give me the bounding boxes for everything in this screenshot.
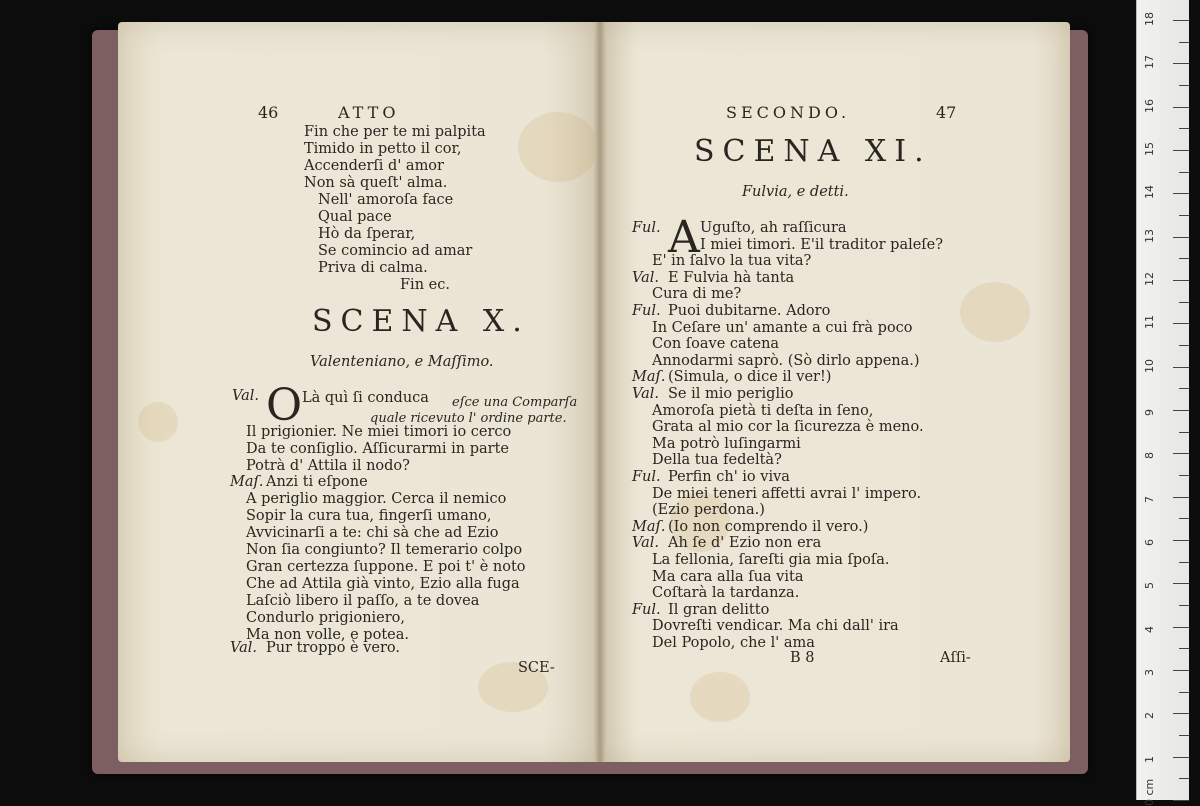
speaker-label: Val. bbox=[632, 386, 660, 402]
page-number: 46 bbox=[258, 103, 279, 122]
ruler-tick bbox=[1173, 627, 1189, 628]
ruler-tick bbox=[1179, 302, 1189, 303]
dialogue-line: La fellonia, ſareſti gia mia ſpoſa. bbox=[652, 552, 890, 568]
ruler-tick bbox=[1179, 42, 1189, 43]
character-list: Fulvia, e detti. bbox=[742, 184, 849, 200]
drop-cap: O bbox=[266, 380, 303, 431]
dialogue-line: (Io non comprendo il vero.) bbox=[668, 518, 869, 535]
ruler-number: 11 bbox=[1143, 315, 1156, 330]
stage-direction: eſce una Comparſa bbox=[452, 395, 578, 410]
speaker-label: Ful. bbox=[632, 303, 661, 319]
ruler-tick bbox=[1179, 85, 1189, 86]
dialogue-line: De miei teneri affetti avrai l' impero. bbox=[652, 485, 922, 502]
stage-direction: quale ricevuto l' ordine parte. bbox=[370, 411, 567, 426]
scene-title: SCENA X. bbox=[312, 304, 530, 339]
ruler-tick bbox=[1173, 670, 1189, 671]
speaker-label: Ful. bbox=[632, 601, 661, 618]
book-gutter bbox=[594, 22, 606, 762]
dialogue-line: Da te conſiglio. Aſſicurarmi in parte bbox=[246, 441, 509, 457]
drop-cap: A bbox=[668, 212, 700, 263]
ruler-tick bbox=[1173, 757, 1189, 758]
dialogue-line: Là quì ſi conduca bbox=[302, 390, 429, 406]
running-head: SECONDO. bbox=[726, 103, 851, 122]
dialogue-line: Che ad Attila già vinto, Ezio alla fuga bbox=[246, 576, 520, 592]
ruler-number: 9 bbox=[1143, 409, 1156, 416]
dialogue-line: Ma potrò luſingarmi bbox=[652, 435, 801, 452]
catchword: SCE- bbox=[518, 660, 555, 676]
verse-line: Nell' amoroſa face bbox=[318, 192, 454, 208]
character-list: Valenteniano, e Maſſimo. bbox=[310, 354, 494, 370]
dialogue-line: Con ſoave catena bbox=[652, 336, 780, 353]
dialogue-line: A periglio maggior. Cerca il nemico bbox=[246, 491, 507, 507]
speaker-label: Val. bbox=[232, 388, 260, 404]
ruler-tick bbox=[1173, 237, 1189, 238]
ruler-number: 2 bbox=[1143, 712, 1156, 720]
ruler-tick bbox=[1179, 648, 1189, 649]
dialogue-line: Ah ſe d' Ezio non era bbox=[668, 535, 822, 552]
ruler-tick bbox=[1173, 540, 1189, 541]
ruler-tick bbox=[1179, 345, 1189, 346]
speaker-label: Maſ. bbox=[230, 474, 264, 490]
ruler-tick bbox=[1179, 388, 1189, 389]
dialogue-line: Della tua fedeltà? bbox=[652, 452, 782, 469]
ruler-number: 6 bbox=[1143, 539, 1156, 546]
running-head: ATTO bbox=[338, 103, 400, 122]
ruler-number: 14 bbox=[1143, 185, 1156, 200]
ruler-number: 13 bbox=[1143, 228, 1156, 243]
ruler-tick bbox=[1179, 778, 1189, 779]
ruler-number: 17 bbox=[1143, 55, 1156, 70]
speaker-label: Val. bbox=[632, 535, 660, 552]
verse-line: Priva di calma. bbox=[318, 260, 428, 276]
ruler-number: 16 bbox=[1143, 98, 1156, 113]
ruler-number: 18 bbox=[1143, 12, 1156, 26]
ruler-tick bbox=[1179, 605, 1189, 606]
ruler-tick bbox=[1173, 20, 1189, 21]
speaker-label: Ful. bbox=[632, 220, 661, 236]
dialogue-line: I miei timori. E'il traditor paleſe? bbox=[700, 236, 944, 253]
verse-line: Fin che per te mi palpita bbox=[304, 124, 486, 140]
foxing-stain bbox=[138, 402, 178, 442]
speaker-label: Maſ. bbox=[632, 518, 666, 535]
dialogue-line: Annodarmi saprò. (Sò dirlo appena.) bbox=[652, 352, 920, 369]
catchword: Aſſi- bbox=[940, 650, 971, 666]
signature-mark: B 8 bbox=[790, 650, 815, 666]
speaker-label: Ful. bbox=[632, 469, 661, 485]
dialogue-line: Il gran delitto bbox=[668, 601, 770, 618]
ruler-tick bbox=[1173, 800, 1189, 801]
ruler-number: 3 bbox=[1143, 669, 1156, 676]
ruler-tick bbox=[1179, 562, 1189, 563]
ruler-tick bbox=[1179, 432, 1189, 433]
dialogue-line: Uguſto, ah raſſicura bbox=[700, 220, 847, 236]
ruler-tick bbox=[1173, 367, 1189, 368]
dialogue-line: Puoi dubitarne. Adoro bbox=[668, 303, 831, 319]
dialogue-line: Non ſia congiunto? Il temerario colpo bbox=[246, 542, 523, 558]
ruler-tick bbox=[1173, 150, 1189, 151]
dialogue-line: Potrà d' Attila il nodo? bbox=[246, 458, 410, 474]
ruler-tick bbox=[1173, 410, 1189, 411]
page-number: 47 bbox=[936, 103, 957, 122]
dialogue-line: Condurlo prigioniero, bbox=[246, 610, 406, 626]
ruler-tick bbox=[1173, 193, 1189, 194]
dialogue-line: (Simula, o dice il ver!) bbox=[668, 369, 832, 386]
ruler-tick bbox=[1179, 735, 1189, 736]
dialogue-line: Sopir la cura tua, fingerſi umano, bbox=[246, 508, 492, 524]
ruler-tick bbox=[1179, 475, 1189, 476]
verse-line: Non sà queſt' alma. bbox=[304, 175, 448, 191]
ruler-number: 5 bbox=[1143, 582, 1156, 590]
aria-end: Fin ec. bbox=[400, 277, 450, 293]
dialogue-line: Amoroſa pietà ti deſta in ſeno, bbox=[652, 402, 874, 419]
ruler-number: 8 bbox=[1143, 452, 1156, 460]
speaker-label: Val. bbox=[632, 269, 660, 286]
ruler-tick bbox=[1179, 128, 1189, 129]
dialogue-line: Perfin ch' io viva bbox=[668, 469, 790, 485]
verse-line: Hò da ſperar, bbox=[318, 226, 416, 242]
ruler-tick bbox=[1173, 497, 1189, 498]
verse-line: Accenderſi d' amor bbox=[304, 158, 444, 174]
ruler-number: 4 bbox=[1143, 625, 1156, 633]
dialogue-line: Cura di me? bbox=[652, 286, 742, 303]
measuring-ruler bbox=[1136, 0, 1189, 806]
dialogue-line: Grata al mio cor la ſicurezza è meno. bbox=[652, 419, 924, 436]
ruler-tick bbox=[1173, 583, 1189, 584]
ruler-tick bbox=[1173, 107, 1189, 108]
ruler-tick bbox=[1173, 63, 1189, 64]
dialogue-line: Laſciò libero il paſſo, a te dovea bbox=[246, 593, 480, 609]
dialogue-line: Anzi ti eſpone bbox=[266, 474, 368, 490]
dialogue-line: Se il mio periglio bbox=[668, 386, 794, 402]
ruler-number: 0 cm bbox=[1143, 778, 1156, 806]
dialogue-line: Ma cara alla ſua vita bbox=[652, 568, 804, 585]
ruler-number: 1 bbox=[1143, 755, 1156, 763]
speaker-label: Maſ. bbox=[632, 369, 666, 386]
ruler-tick bbox=[1173, 280, 1189, 281]
verse-line: Timido in petto il cor, bbox=[304, 141, 462, 157]
ruler-tick bbox=[1173, 323, 1189, 324]
ruler-tick bbox=[1179, 258, 1189, 259]
dialogue-line: E' in ſalvo la tua vita? bbox=[652, 253, 812, 270]
dialogue-line: Avvicinarſi a te: chi sà che ad Ezio bbox=[246, 525, 499, 541]
ruler-number: 10 bbox=[1143, 358, 1156, 373]
ruler-tick bbox=[1179, 215, 1189, 216]
ruler-tick bbox=[1179, 172, 1189, 173]
verse-line: Se comincio ad amar bbox=[318, 243, 473, 259]
ruler-tick bbox=[1179, 518, 1189, 519]
ruler-number: 7 bbox=[1143, 495, 1156, 503]
dialogue-line: (Ezio perdona.) bbox=[652, 502, 765, 519]
foxing-stain bbox=[690, 672, 750, 722]
dialogue-line: E Fulvia hà tanta bbox=[668, 269, 795, 286]
speaker-label: Val. bbox=[230, 640, 258, 656]
ruler-tick bbox=[1173, 713, 1189, 714]
dialogue-line: In Ceſare un' amante a cui frà poco bbox=[652, 319, 913, 336]
dialogue-line: Coſtarà la tardanza. bbox=[652, 585, 800, 602]
dialogue-line: Il prigionier. Ne miei timori io cerco bbox=[246, 424, 512, 440]
ruler-number: 12 bbox=[1143, 272, 1156, 286]
dialogue-line: Del Popolo, che l' ama bbox=[652, 635, 815, 651]
ruler-tick bbox=[1179, 692, 1189, 693]
scene-title: SCENA XI. bbox=[694, 134, 932, 169]
foxing-stain bbox=[960, 282, 1030, 342]
dialogue-line: Pur troppo è vero. bbox=[266, 640, 401, 656]
dialogue-line: Dovreſti vendicar. Ma chi dall' ira bbox=[652, 618, 899, 635]
dialogue-line: Ma non volle, e potea. bbox=[246, 627, 409, 643]
ruler-number: 15 bbox=[1143, 142, 1156, 156]
ruler-tick bbox=[1173, 453, 1189, 454]
verse-line: Qual pace bbox=[318, 209, 392, 225]
foxing-stain bbox=[518, 112, 598, 182]
dialogue-line: Gran certezza ſuppone. E poi t' è noto bbox=[246, 559, 526, 575]
